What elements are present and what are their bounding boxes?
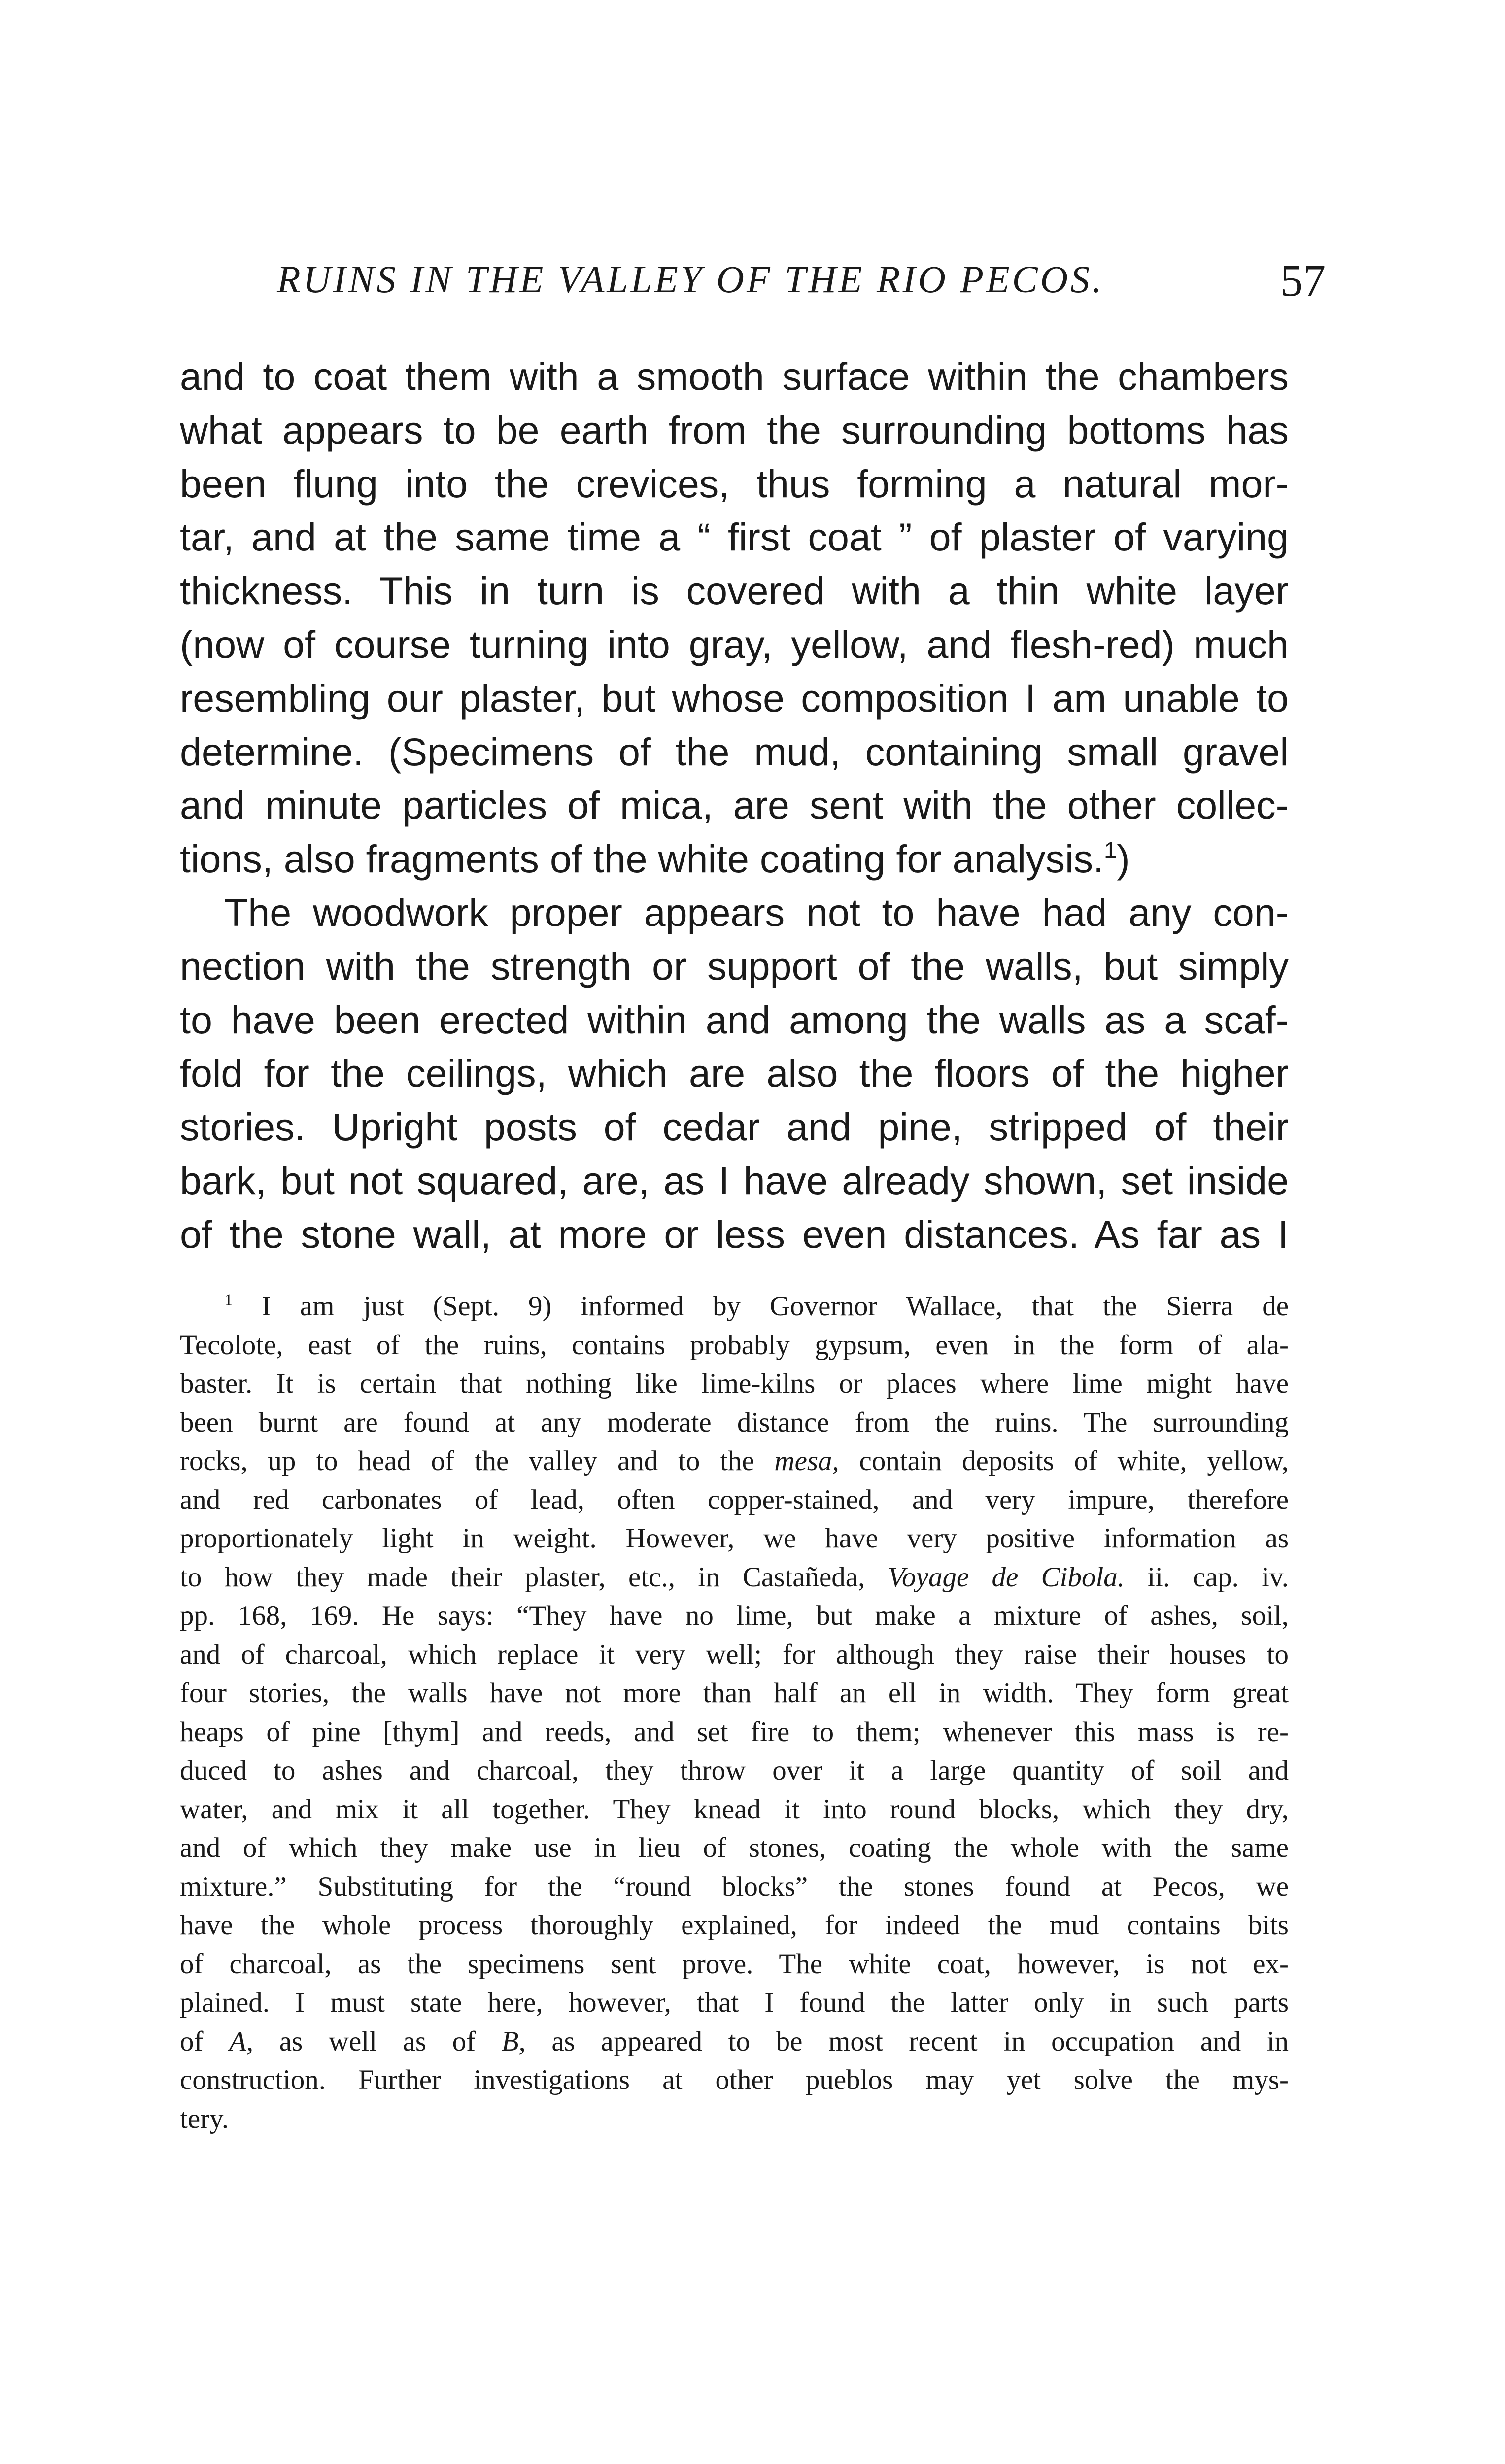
footnote-line: tery. [180,2103,229,2134]
page-number: 57 [1280,255,1326,306]
footnote-line-text: of [180,2025,204,2057]
footnote-italic: Voyage de Cibola. [888,1561,1125,1593]
footnote-line-text: to how they made their plaster, etc., in Castañeda, [180,1561,865,1593]
page-header [271,246,1326,310]
footnote-line: Tecolote, east of the ruins, contains probably gypsum, even in the form of ala- [180,1329,1289,1361]
footnote-italic: mesa, [774,1445,839,1476]
footnote-line: four stories, the walls have not more than half an ell in width. They form great [180,1677,1289,1709]
footnote-marker: 1 [224,1291,233,1309]
footnote-line: baster. It is certain that nothing like lime-kilns or places where lime might have [180,1368,1289,1399]
footnote-line-text: rocks, up to head of the valley and to the [180,1445,754,1476]
footnote-line: have the whole process thoroughly explained, for indeed the mud contains bits [180,1910,1289,1941]
footnote-italic: B, [501,2025,526,2057]
body-line: and to coat them with a smooth surface within the chambers [180,354,1289,398]
body-line: and minute particles of mica, are sent with the other collec- [180,783,1289,827]
footnote-line-text: as well as of [279,2025,476,2057]
body-line: (now of course turning into gray, yellow, and flesh-red) much [180,622,1289,666]
footnote-line: and of charcoal, which replace it very well; for although they raise their houses to [180,1639,1289,1670]
footnote-line [180,1442,1289,1481]
footnote-line: of charcoal, as the specimens sent prove. The white coat, however, is not ex- [180,1948,1289,1980]
footnote-line [180,1287,1289,1326]
footnote-line-text: I am just (Sept. 9) informed by Governor Wallace, that the Sierra de [261,1291,1289,1322]
body-line: The woodwork proper appears not to have had any con- [224,890,1289,934]
footnote-line: and of which they make use in lieu of stones, coating the whole with the same [180,1832,1289,1863]
footnote-line-text: as appeared to be most recent in occupation and in [551,2025,1289,2057]
footnote-line: water, and mix it all together. They knead it into round blocks, which they dry, [180,1793,1289,1825]
footnote-reference: 1 [1104,837,1117,864]
footnote-line: heaps of pine [thym] and reeds, and set fire to them; whenever this mass is re- [180,1716,1289,1747]
footnote-line [180,1558,1289,1597]
footnote-line: been burnt are found at any moderate distance from the ruins. The surrounding [180,1406,1289,1438]
body-line: what appears to be earth from the surrounding bottoms has [180,408,1289,452]
footnote-line: proportionately light in weight. However, we have very positive information as [180,1523,1289,1554]
footnote-italic: A, [229,2025,254,2057]
body-line: resembling our plaster, but whose composition I am unable to [180,676,1289,720]
body-line: nection with the strength or support of the walls, but simply [180,944,1289,988]
body-line: to have been erected within and among the walls as a scaf- [180,997,1289,1042]
footnote-line [180,2022,1289,2061]
footnote-line: construction. Further investigations at other pueblos may yet solve the mys- [180,2064,1289,2095]
footnote-line: plained. I must state here, however, that I found the latter only in such parts [180,1987,1289,2018]
body-line: fold for the ceilings, which are also the floors of the higher [180,1051,1289,1095]
body-line: of the stone wall, at more or less even distances. As far as I [180,1212,1289,1256]
body-line: tar, and at the same time a “ first coat ” of plaster of varying [180,515,1289,559]
body-text [180,350,1289,1262]
body-line: been flung into the crevices, thus forming a natural mor- [180,461,1289,506]
body-line: stories. Upright posts of cedar and pine, stripped of their [180,1105,1289,1149]
footnote [180,1287,1289,2138]
body-line [180,832,1289,886]
footnote-line: mixture.” Substituting for the “round blocks” the stones found at Pecos, we [180,1871,1289,1902]
footnote-line-text: contain deposits of white, yellow, [859,1445,1289,1476]
body-line-text: tions, also fragments of the white coating for analysis. [180,837,1104,881]
body-line-text: ) [1117,837,1130,881]
body-line: thickness. This in turn is covered with a thin white layer [180,569,1289,613]
body-line: determine. (Specimens of the mud, containing small gravel [180,729,1289,774]
footnote-line-text: ii. cap. iv. [1147,1561,1289,1593]
footnote-line: and red carbonates of lead, often copper-stained, and very impure, therefore [180,1484,1289,1515]
body-line: bark, but not squared, are, as I have already shown, set inside [180,1158,1289,1202]
running-head: RUINS IN THE VALLEY OF THE RIO PECOS. [277,258,1104,301]
footnote-line: pp. 168, 169. He says: “They have no lime, but make a mixture of ashes, soil, [180,1600,1289,1631]
footnote-line: duced to ashes and charcoal, they throw over it a large quantity of soil and [180,1755,1289,1786]
